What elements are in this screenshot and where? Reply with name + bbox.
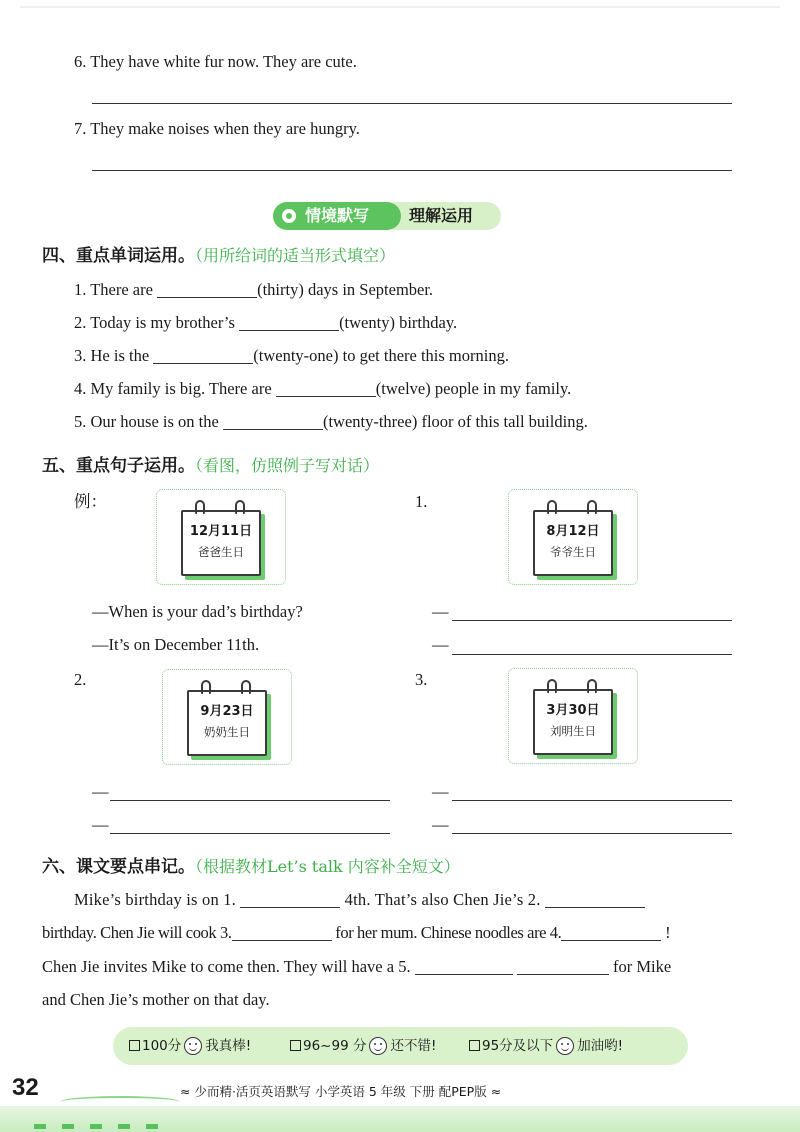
answer-line-1b[interactable]	[452, 654, 732, 655]
footer-dash	[90, 1124, 102, 1129]
section-5-title-text: 五、重点句子运用。	[42, 456, 195, 476]
section-4-title-text: 四、重点单词运用。	[42, 246, 195, 266]
section-6-title	[42, 856, 460, 878]
sentence-6: 6. They have white fur now. They are cute.	[74, 52, 357, 71]
footer-dash	[118, 1124, 130, 1129]
calendar-2	[162, 669, 292, 765]
calendar-desc: 爸爸生日	[198, 545, 244, 559]
section-5-title	[42, 455, 379, 477]
page-number: 32	[12, 1074, 39, 1101]
passage-line-2: birthday. Chen Jie will cook 3. for her mum. Chinese noodles are 4. !	[42, 923, 671, 942]
footer-dash	[62, 1124, 74, 1129]
calendar-date: 8月12日	[546, 524, 600, 539]
passage-blank-4[interactable]	[561, 924, 661, 941]
calendar-desc: 奶奶生日	[204, 725, 250, 739]
calendar-example	[156, 489, 286, 585]
passage-blank-3[interactable]	[232, 924, 332, 941]
calendar-icon	[187, 690, 267, 756]
label-3: 3.	[415, 670, 428, 689]
label-1: 1.	[415, 492, 428, 511]
example-answer: —It’s on December 11th.	[92, 635, 260, 654]
section-6-title-text: 六、课文要点串记。	[42, 857, 195, 877]
banner-left-label: 情境默写	[305, 206, 370, 225]
section-6-note: （根据教材Let’s talk 内容补全短文）	[195, 857, 460, 876]
dash: —	[432, 815, 449, 834]
blank-4[interactable]	[276, 380, 376, 397]
cheer-face-icon	[556, 1037, 574, 1055]
blank-5[interactable]	[223, 413, 323, 430]
answer-line-7[interactable]	[92, 170, 732, 171]
smile-face-icon	[184, 1037, 202, 1055]
section-4-note: （用所给词的适当形式填空）	[195, 246, 396, 265]
answer-line-2a[interactable]	[110, 800, 390, 801]
passage-line-1: Mike’s birthday is on 1. 4th. That’s also Chen Jie’s 2.	[74, 890, 645, 910]
calendar-icon	[181, 510, 261, 576]
calendar-icon	[533, 689, 613, 755]
section-4-title	[42, 245, 395, 267]
calendar-date: 3月30日	[546, 703, 600, 718]
footer-dash	[146, 1124, 158, 1129]
word-item-1: 1. There are (thirty) days in September.	[74, 280, 434, 299]
calendar-3	[508, 668, 638, 764]
section-5-note: （看图，仿照例子写对话）	[195, 456, 380, 475]
clock-icon	[281, 208, 297, 224]
sentence-7: 7. They make noises when they are hungry.	[74, 119, 360, 138]
footer-text: ≈ 少而精·活页英语默写 小学英语 5 年级 下册 配PEP版 ≈	[180, 1084, 502, 1099]
score-95-below: 95分及以下 加油哟!	[469, 1036, 623, 1056]
passage-line-4: and Chen Jie’s mother on that day.	[42, 990, 270, 1009]
passage-line-3: Chen Jie invites Mike to come then. They will have a 5. for Mike	[42, 957, 672, 976]
passage-blank-5b[interactable]	[517, 958, 609, 975]
answer-line-6[interactable]	[92, 103, 732, 104]
smile-face-icon	[369, 1037, 387, 1055]
checkbox-icon[interactable]	[290, 1040, 301, 1051]
answer-line-3a[interactable]	[452, 800, 732, 801]
calendar-1	[508, 489, 638, 585]
calendar-icon	[533, 510, 613, 576]
checkbox-icon[interactable]	[129, 1040, 140, 1051]
calendar-desc: 爷爷生日	[550, 545, 596, 559]
label-2: 2.	[74, 670, 87, 689]
word-item-4: 4. My family is big. There are (twelve) people in my family.	[74, 379, 572, 398]
blank-1[interactable]	[157, 281, 257, 298]
calendar-date: 12月11日	[189, 524, 253, 539]
word-item-3: 3. He is the (twenty-one) to get there this morning.	[74, 346, 509, 365]
banner-left	[273, 202, 401, 230]
dash: —	[92, 815, 109, 834]
checkbox-icon[interactable]	[469, 1040, 480, 1051]
calendar-desc: 刘明生日	[550, 724, 596, 738]
passage-blank-1[interactable]	[240, 891, 340, 908]
blank-2[interactable]	[239, 314, 339, 331]
score-100: 100分 我真棒!	[129, 1036, 251, 1056]
dash: —	[432, 782, 449, 801]
score-96-99: 96~99 分 还不错!	[290, 1036, 436, 1056]
banner-right: 理解运用	[393, 202, 501, 230]
example-question: —When is your dad’s birthday?	[92, 602, 303, 621]
dash: —	[432, 602, 449, 621]
footer-dash	[34, 1124, 46, 1129]
word-item-5: 5. Our house is on the (twenty-three) floor of this tall building.	[74, 412, 588, 431]
top-edge	[20, 6, 780, 8]
answer-line-1a[interactable]	[452, 620, 732, 621]
answer-line-2b[interactable]	[110, 833, 390, 834]
passage-blank-2[interactable]	[545, 891, 645, 908]
calendar-date: 9月23日	[200, 704, 254, 719]
passage-blank-5a[interactable]	[415, 958, 513, 975]
blank-3[interactable]	[153, 347, 253, 364]
dash: —	[432, 635, 449, 654]
dash: —	[92, 782, 109, 801]
answer-line-3b[interactable]	[452, 833, 732, 834]
word-item-2: 2. Today is my brother’s (twenty) birthday.	[74, 313, 458, 332]
score-bar	[113, 1027, 688, 1065]
example-label: 例：	[74, 492, 107, 511]
